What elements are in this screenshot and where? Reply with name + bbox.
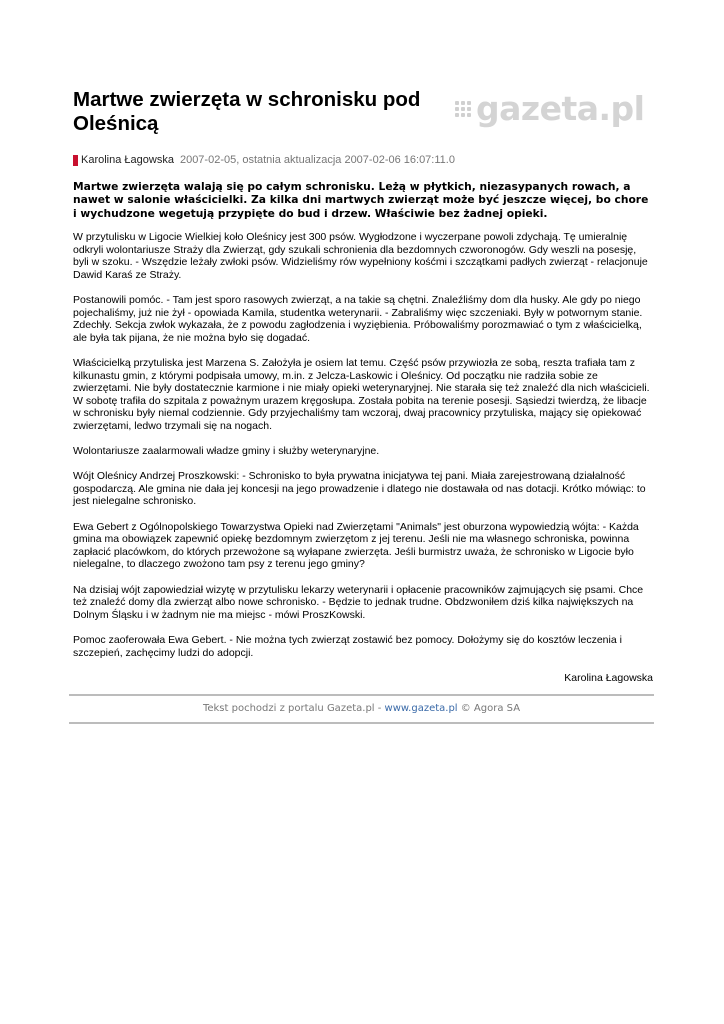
logo-dots-icon — [455, 101, 471, 117]
footer-suffix: © Agora SA — [457, 703, 521, 714]
article-body — [73, 231, 653, 697]
footer-link[interactable]: www.gazeta.pl — [384, 703, 458, 714]
article-paragraph: W przytulisku w Ligocie Wielkiej koło Oleśnicy jest 300 psów. Wygłodzone i wyczerpane powoli zdychają. Tę umieralnię odkryli wolontariusze Straży dla Zwierząt, gdy szukali schronienia dla bezdomnych czworonogów. Gdy weszli na posesję, byli w szoku. - Wszędzie leżały zwłoki psów. Widzieliśmy rów wypełniony kośćmi i szczątkami padłych zwierząt - relacjonuje Dawid Karaś ze Straży. — [73, 231, 648, 281]
footer-text — [69, 696, 654, 722]
dateline: 2007-02-05, ostatnia aktualizacja 2007-02-06 16:07:11.0 — [179, 154, 455, 166]
article-paragraph: Właścicielką przytuliska jest Marzena S. Założyła je osiem lat temu. Część psów przywiozła ze sobą, reszta trafiała tam z kilkunastu gmin, z którymi podpisała umowy, m.in. z Jelcza-Laskowic i Oleśnicy. Od początku nie radziła sobie ze zwierzętami. Nie były dostatecznie karmione i nie miały opieki weterynaryjnej. Nie starała się też znaleźć dla nich właścicieli. W sobotę trafiła do szpitala z poważnym urazem kręgosłupa. Została pobita na terenie posesji. Sąsiedzi twierdzą, że libacje w schronisku były niemal codziennie. Gdy przyjechaliśmy tam wczoraj, dwaj pracownicy przytuliska, mający się opiekować zwierzętami, ledwo trzymali się na nogach. — [73, 356, 650, 432]
page-footer — [69, 694, 654, 724]
article-paragraph: Wolontariusze zaalarmowali władze gminy i służby weterynaryjne. — [73, 445, 380, 458]
article-meta — [73, 154, 455, 166]
article-lead: Martwe zwierzęta walają się po całym schronisku. Leżą w płytkich, niezasypanych rowach, a nawet w salonie właścicielki. Za kilka dni martwych zwierząt może być jeszcze więcej, bo chore i wychudzone wegetują przypięte do bud i drzew. Właściwie bez żadnej opieki. — [73, 180, 649, 220]
article-paragraph: Ewa Gebert z Ogólnopolskiego Towarzystwa Opieki nad Zwierzętami "Animals" jest oburzona wypowiedzią wójta: - Każda gmina ma obowiązek zapewnić opiekę bezdomnym zwierzętom z jej terenu. Jeśli nie ma własnego schroniska, powinna zapłacić placówkom, do których przewożone są wyłapane zwierzęta. Jeśli burmistrz uważa, że schronisko w Ligocie było nielegalne, to dlaczego zwożono tam psy z terenu jego gminy? — [73, 520, 639, 571]
logo-text: gazeta.pl — [476, 89, 645, 128]
article-paragraph: Postanowili pomóc. - Tam jest sporo rasowych zwierząt, a na takie są chętni. Znaleźliśmy dom dla husky. Ale gdy po niego pojechaliśmy, już nie żył - opowiada Kamila, studentka weterynarii. - Zabraliśmy więc szczeniaki. Były w potwornym stanie. Zdechły. Sekcja zwłok wykazała, że z powodu zagłodzenia i wyziębienia. Próbowaliśmy porozmawiać o tym z właścicielką, ale była tak pijana, że nie można było się dogadać. — [73, 293, 643, 344]
article-paragraph: Na dzisiaj wójt zapowiedział wizytę w przytulisku lekarzy weterynarii i opłacenie pracowników zajmujących się psami. Chce też znaleźć domy dla zwierząt albo nowe schronisko. - Będzie to jednak trudne. Obdzwoniłem dziś kilka największych na Dolnym Śląsku i w żadnym nie ma miejsc - mówi ProszKowski. — [73, 583, 644, 621]
article-header — [73, 88, 653, 148]
accent-bar-icon — [73, 155, 78, 166]
footer-prefix: Tekst pochodzi z portalu Gazeta.pl - — [202, 703, 385, 714]
article-paragraph: Pomoc zaoferowała Ewa Gebert. - Nie można tych zwierząt zostawić bez pomocy. Dołożymy się do kosztów leczenia i szczepień, zachęcimy ludzi do adopcji. — [73, 634, 622, 659]
article-signature: Karolina Łagowska — [564, 671, 653, 684]
article-title: Martwe zwierzęta w schronisku pod Oleśnicą — [73, 88, 421, 135]
article-paragraph: Wójt Oleśnicy Andrzej Proszkowski: - Schronisko to była prywatna inicjatywa tej pani. Miała zarejestrowaną działalność gospodarczą. Ale gmina nie dała jej koncesji na jego prowadzenie i dlatego nie dostawała od nas dotacji. Krótko mówiąc: to jest nielegalne schronisko. — [73, 470, 646, 508]
author-name: Karolina Łagowska — [81, 154, 174, 166]
gazeta-logo — [455, 90, 645, 128]
